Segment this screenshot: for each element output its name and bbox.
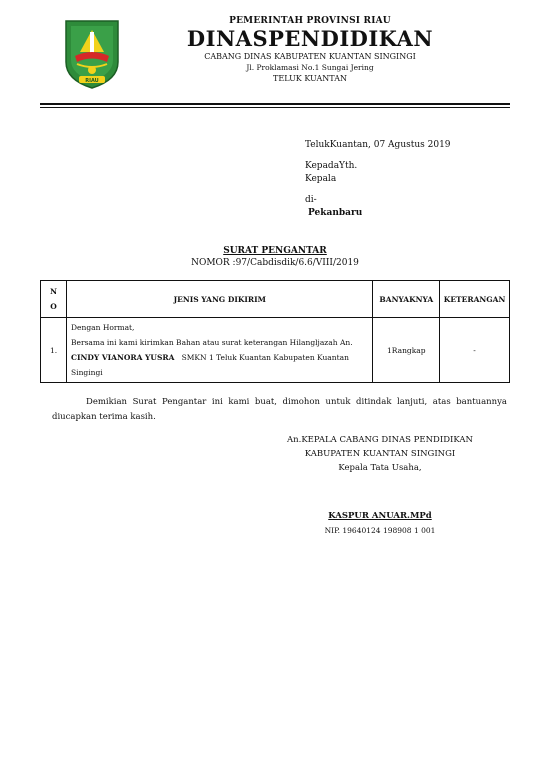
header-jenis: JENIS YANG DIKIRIM [67,281,373,318]
to-label: KepadaYth. [305,161,358,171]
header-no-line1: N [50,287,57,296]
subject-title: SURAT PENGANTAR [223,246,327,256]
row-jenis [67,318,373,383]
letterhead-government: PEMERINTAH PROVINSI RIAU [229,16,391,26]
letterhead-city: TELUK KUANTAN [273,74,347,83]
letter-number: NOMOR :97/Cabdisdik/6.6/VIII/2019 [191,258,359,268]
letterhead-branch: CABANG DINAS KABUPATEN KUANTAN SINGINGI [204,52,416,61]
letterhead-rule-thin [40,107,510,108]
row-text-end: Singingi [71,368,103,377]
signatory-name: KASPUR ANUAR.MPd [328,511,432,521]
table-row [41,318,510,383]
letterhead-address: Jl. Proklamasi No.1 Sungai Jering [246,63,374,72]
row-no: 1. [41,318,67,383]
addressee-block [305,139,505,220]
closing-paragraph [52,395,507,425]
row-school: SMKN 1 Teluk Kuantan Kabupaten Kuantan [179,353,349,362]
header-ket: KETERANGAN [440,281,510,318]
header-no [41,281,67,318]
row-banyak: 1Rangkap [373,318,440,383]
signature-title-2: KABUPATEN KUANTAN SINGINGI [304,449,456,459]
row-text-b [71,350,368,365]
signature-block [270,433,490,538]
closing-text: Demikian Surat Pengantar ini kami buat, dimohon untuk ditindak lanjuti, atas bantuannya diucapkan terima kasih. [52,397,507,422]
signatory-nip: NIP. 19640124 198908 1 001 [324,526,436,535]
riau-emblem-logo [63,18,121,90]
signature-title-1: An.KEPALA CABANG DINAS PENDIDIKAN [287,435,473,445]
table-header-row [41,281,510,318]
letterhead [140,16,480,83]
row-student-name: CINDY VIANORA YUSRA [71,353,175,362]
row-greeting: Dengan Hormat, [71,323,135,332]
emblem-label: RIAU [85,78,99,84]
subject-block [100,246,450,268]
recipient-city: Pekanbaru [308,208,363,218]
signature-title-3: Kepala Tata Usaha, [338,463,422,473]
row-text-a: Bersama ini kami kirimkan Bahan atau surat keterangan Hilangljazah An. [71,338,353,347]
header-banyak: BANYAKNYA [373,281,440,318]
row-ket: - [440,318,510,383]
recipient: Kepala [305,174,337,184]
di-label: di- [305,195,317,205]
letterhead-agency: DINASPENDIDIKAN [186,26,434,51]
letterhead-rule-thick [40,103,510,105]
items-table [40,280,510,383]
place-date: TelukKuantan, 07 Agustus 2019 [305,140,451,150]
header-no-line2: O [50,302,57,311]
